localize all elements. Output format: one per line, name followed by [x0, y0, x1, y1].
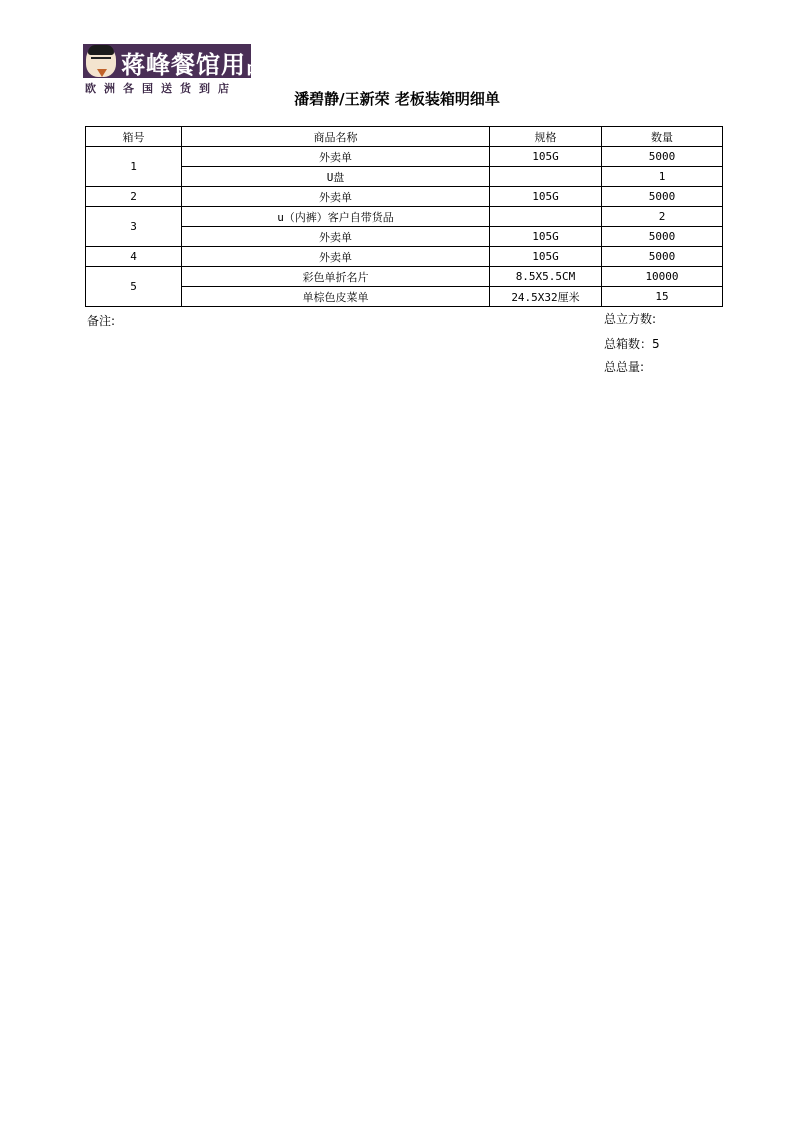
product-name: 外卖单 [182, 147, 490, 167]
product-name: U盘 [182, 167, 490, 187]
product-qty: 5000 [602, 147, 723, 167]
total-weight: 总总量: [604, 360, 645, 374]
table-row [86, 187, 723, 207]
logo-tagline: 欧洲各国送货到店 [85, 82, 237, 95]
header-product-name: 商品名称 [182, 127, 490, 147]
document-title: 潘碧静/王新荣 老板装箱明细单 [294, 90, 500, 108]
product-name: 外卖单 [182, 247, 490, 267]
header-box-no: 箱号 [86, 127, 182, 147]
product-qty: 1 [602, 167, 723, 187]
packing-table [85, 126, 723, 307]
remark-label: 备注: [87, 314, 116, 328]
box-number: 4 [86, 247, 182, 267]
total-boxes: 总箱数：5 [604, 337, 660, 351]
product-qty: 5000 [602, 227, 723, 247]
header-spec: 规格 [490, 127, 602, 147]
company-logo [83, 44, 271, 95]
product-spec: 105G [490, 247, 602, 267]
table-row [86, 287, 723, 307]
product-qty: 15 [602, 287, 723, 307]
header-quantity: 数量 [602, 127, 723, 147]
table-row [86, 147, 723, 167]
product-name: 单棕色皮菜单 [182, 287, 490, 307]
box-number: 1 [86, 147, 182, 187]
box-number: 5 [86, 267, 182, 307]
table-row [86, 167, 723, 187]
product-spec: 105G [490, 187, 602, 207]
product-spec [490, 207, 602, 227]
total-volume: 总立方数: [604, 312, 657, 326]
product-spec: 105G [490, 227, 602, 247]
product-spec: 24.5X32厘米 [490, 287, 602, 307]
box-number: 3 [86, 207, 182, 247]
table-row [86, 227, 723, 247]
product-spec [490, 167, 602, 187]
box-number: 2 [86, 187, 182, 207]
logo-name: 蒋峰餐馆用品 [121, 51, 271, 79]
mascot-portrait-icon [86, 45, 116, 77]
table-row [86, 247, 723, 267]
product-spec: 105G [490, 147, 602, 167]
logo-banner [83, 44, 271, 79]
product-qty: 10000 [602, 267, 723, 287]
product-spec: 8.5X5.5CM [490, 267, 602, 287]
product-name: u（内裤）客户自带货品 [182, 207, 490, 227]
product-qty: 5000 [602, 187, 723, 207]
table-row [86, 207, 723, 227]
table-header-row [86, 127, 723, 147]
product-name: 彩色单折名片 [182, 267, 490, 287]
product-name: 外卖单 [182, 187, 490, 207]
product-qty: 5000 [602, 247, 723, 267]
product-qty: 2 [602, 207, 723, 227]
product-name: 外卖单 [182, 227, 490, 247]
table-row [86, 267, 723, 287]
